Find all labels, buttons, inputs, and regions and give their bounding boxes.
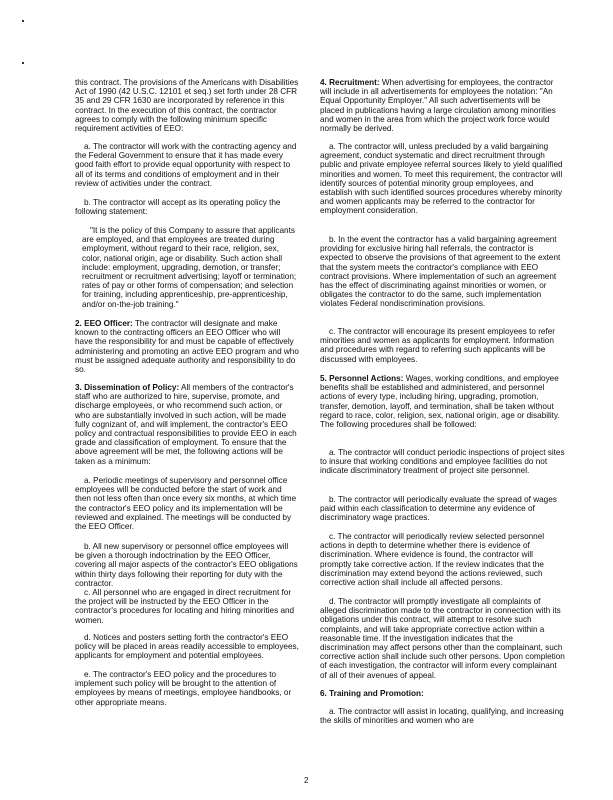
paragraph-5c <box>320 532 565 587</box>
section-heading: 3. Dissemination of Policy: <box>75 383 180 392</box>
paragraph-text: a. Periodic meetings of supervisory and personnel office employees will be conducted before the start of work and then not less often than once every six months, at which time the contractor's EEO policy and its implementation will be reviewed and explained. The meetings will be conducted by the EEO Officer. <box>75 476 297 532</box>
paragraph-4a <box>320 142 565 216</box>
paragraph-text: a. The contractor will conduct periodic inspections of project sites to insure that working conditions and employee facilities do not indicate discriminatory treatment of project site personnel. <box>320 448 565 476</box>
paragraph-3b <box>75 542 299 588</box>
paragraph-text: c. All personnel who are engaged in direct recruitment for the project will be instructed by the EEO Officer in the contractor's procedures for locating and hiring minorities and women. <box>75 588 295 625</box>
paragraph-5b <box>320 495 565 523</box>
paragraph-text: a. The contractor will work with the contracting agency and the Federal Government to ensure that it has made every good faith effort to provide equal opportunity with respect to all of its terms and conditions of employment and in their review of activities under the contract. <box>75 142 297 188</box>
section-heading: 5. Personnel Actions: <box>320 374 404 383</box>
paragraph-4c <box>320 327 565 364</box>
paragraph-text: All members of the contractor's staff who are authorized to hire, supervise, promote, and discharge employees, or who recommend such action, or who are substantially involved in such action, will be made fully cognizant of, and will implement, the contractor's EEO policy and contractual responsibilities to provide EEO in each grade and classification of employment. To ensure that the above agreement will be met, the following actions will be taken as a minimum: <box>75 383 297 466</box>
paragraph-text: d. The contractor will promptly investigate all complaints of alleged discrimination made to the contractor in connection with its obligations under this contract, will attempt to resolve such complaints, and will take appropriate corrective action within a reasonable time. If the investigation indicates that the discrimination may affect persons other than the complainant, such corrective action shall include such other persons. Upon completion of each investigation, the contractor will inform every complainant of all of their avenues of appeal. <box>320 597 565 680</box>
paragraph-text: "It is the policy of this Company to assure that applicants are employed, and that employees are treated during employment, without regard to their race, religion, sex, color, national origin, age or disability. Such action shall include: employment, upgrading, demotion, or transfer; recruitment or recruitment advertising; layoff or termination; rates of pay or other forms of compensation; and selection for training, including apprenticeship, pre-apprenticeship, and/or on-the-job training." <box>82 226 297 309</box>
paragraph-4b <box>320 235 565 309</box>
paragraph-text: a. The contractor will assist in locating, qualifying, and increasing the skills of minorities and women who are <box>320 707 564 726</box>
paragraph-text: a. The contractor will, unless precluded by a valid bargaining agreement, conduct systematic and direct recruitment through public and private employee referral sources likely to yield qualified minorities and women. To meet this requirement, the contractor will identify sources of potential minority group employees, and establish with such identified sources procedures whereby minority and women applicants may be referred to the contractor for employment consideration. <box>320 142 563 216</box>
paragraph-text: this contract. The provisions of the Americans with Disabilities Act of 1990 (42 U.S.C. 12101 et seq.) set forth under 28 CFR 35 and 29 CFR 1630 are incorporated by reference in this contract. In the execution of this contract, the contractor agrees to comply with the following minimum specific requirement activities of EEO: <box>75 78 299 134</box>
paragraph-3e <box>75 670 299 707</box>
paragraph-3d <box>75 633 299 661</box>
paragraph-text: When advertising for employees, the contractor will include in all advertisements for employees the notation: "An Equal Opportunity Employer." All such advertisements will be placed in publications having a large circulation among minorities and women in the area from which the project work force would normally be derived. <box>320 78 556 134</box>
scan-mark <box>22 20 24 22</box>
scan-mark <box>22 62 24 64</box>
policy-statement-quote <box>82 226 298 309</box>
paragraph-text: b. In the event the contractor has a valid bargaining agreement providing for exclusive hiring hall referrals, the contractor is expected to observe the provisions of that agreement to the extent that the system meets the contractor's compliance with EEO contract provisions. Where implementation of such an agreement has the effect of discriminating against minorities or women, or obligates the contractor to do the same, such implementation violates Federal nondiscrimination provisions. <box>320 235 561 309</box>
section-heading: 2. EEO Officer: <box>75 319 133 328</box>
paragraph-text: b. All new supervisory or personnel office employees will be given a thorough indoctrination by the EEO Officer, covering all major aspects of the contractor's EEO obligations within thirty days following their reporting for duty with the contractor. <box>75 542 298 588</box>
section-training-promotion <box>320 689 565 698</box>
section-heading: 6. Training and Promotion: <box>320 689 424 698</box>
paragraph-text: b. The contractor will periodically evaluate the spread of wages paid within each classification to determine any evidence of discriminatory wage practices. <box>320 495 557 523</box>
paragraph-text: Wages, working conditions, and employee benefits shall be established and administered, and personnel actions of every type, including hiring, upgrading, promotion, transfer, demotion, layoff, and termination, shall be taken without regard to race, color, religion, sex, national origin, age or disability. The following procedures shall be followed: <box>320 374 560 430</box>
paragraph-text: e. The contractor's EEO policy and the procedures to implement such policy will be brought to the attention of employees by means of meetings, employee handbooks, or other appropriate means. <box>75 670 292 707</box>
paragraph-text: The contractor will designate and make known to the contracting officers an EEO Officer who will have the responsibility for and must be capable of effectively administering and promoting an active EEO program and who must be assigned adequate authority and responsibility to do so. <box>75 319 299 375</box>
page-number: 2 <box>304 776 309 785</box>
paragraph-6a <box>320 707 565 725</box>
section-personnel-actions <box>320 374 565 429</box>
paragraph-3c <box>75 588 299 625</box>
paragraph-text: c. The contractor will encourage its present employees to refer minorities and women as applicants for employment. Information and procedures with regard to referring such applicants will be discussed with employees. <box>320 327 556 364</box>
paragraph-5a <box>320 448 565 476</box>
paragraph-text: b. The contractor will accept as its operating policy the following statement: <box>75 198 281 217</box>
paragraph-1b <box>75 198 299 216</box>
section-eeo-officer <box>75 319 299 374</box>
section-dissemination <box>75 383 299 466</box>
paragraph-intro <box>75 78 299 133</box>
paragraph-1a <box>75 142 299 188</box>
paragraph-text: c. The contractor will periodically review selected personnel actions in depth to determine whether there is evidence of discrimination. Where evidence is found, the contractor will promptly take corrective action. If the review indicates that the discrimination may extend beyond the actions reviewed, such corrective action shall include all affected persons. <box>320 532 545 588</box>
section-recruitment <box>320 78 565 133</box>
paragraph-3a <box>75 476 299 531</box>
paragraph-text: d. Notices and posters setting forth the contractor's EEO policy will be placed in areas readily accessible to employees, applicants for employment and potential employees. <box>75 633 299 661</box>
section-heading: 4. Recruitment: <box>320 78 380 87</box>
paragraph-5d <box>320 597 565 680</box>
